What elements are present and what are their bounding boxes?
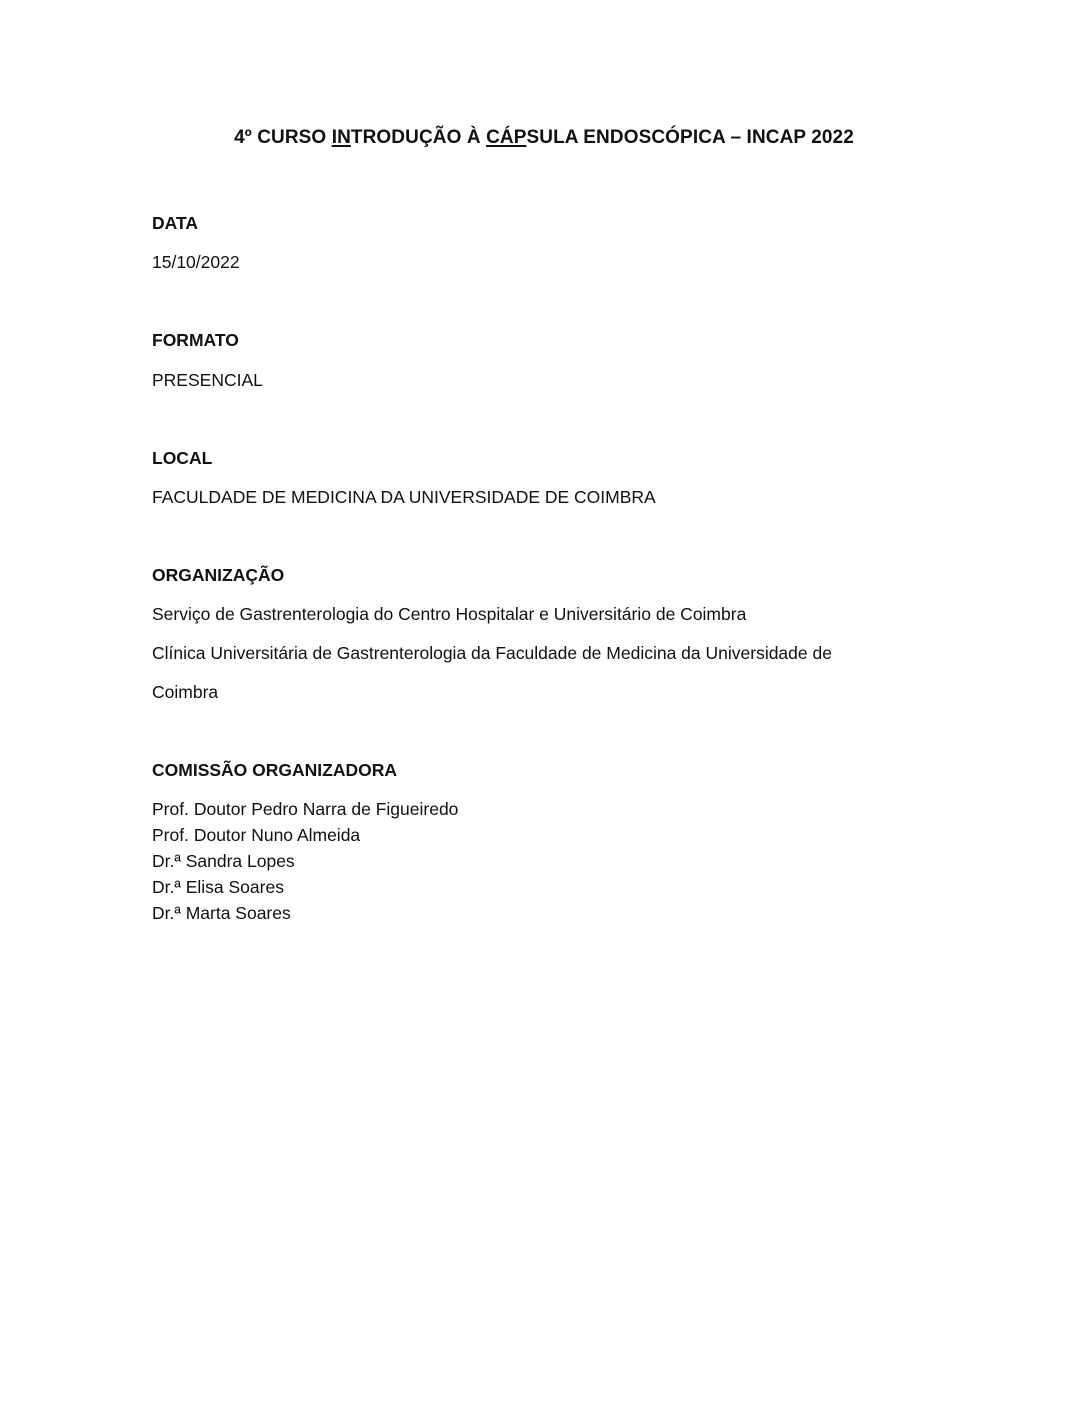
title-underlined-in: IN — [331, 127, 351, 148]
section-heading-organizacao: ORGANIZAÇÃO — [152, 565, 285, 585]
section-heading-formato: FORMATO — [152, 330, 239, 350]
comissao-member: Prof. Doutor Pedro Narra de Figueiredo — [152, 799, 459, 819]
section-value-formato: PRESENCIAL — [152, 370, 263, 390]
organizacao-line: Clínica Universitária de Gastrenterologia da Faculdade de Medicina da Universidade de — [152, 643, 832, 663]
title-part-1: 4º CURSO — [234, 127, 332, 148]
comissao-member: Prof. Doutor Nuno Almeida — [152, 825, 361, 845]
section-heading-local: LOCAL — [152, 448, 213, 468]
section-value-local: FACULDADE DE MEDICINA DA UNIVERSIDADE DE COIMBRA — [152, 487, 656, 507]
organizacao-line: Coimbra — [152, 682, 219, 702]
section-value-data: 15/10/2022 — [152, 252, 240, 272]
section-heading-data: DATA — [152, 213, 199, 233]
organizacao-line: Serviço de Gastrenterologia do Centro Hospitalar e Universitário de Coimbra — [152, 604, 747, 624]
comissao-member: Dr.ª Elisa Soares — [152, 877, 284, 897]
title-underlined-cap: CÁP — [486, 127, 527, 148]
section-heading-comissao: COMISSÃO ORGANIZADORA — [152, 760, 397, 780]
comissao-member: Dr.ª Marta Soares — [152, 903, 291, 923]
title-part-2: TRODUÇÃO À — [350, 127, 487, 148]
document-title — [0, 127, 1088, 149]
comissao-member: Dr.ª Sandra Lopes — [152, 851, 295, 871]
title-part-3: SULA ENDOSCÓPICA – INCAP 2022 — [526, 127, 854, 148]
